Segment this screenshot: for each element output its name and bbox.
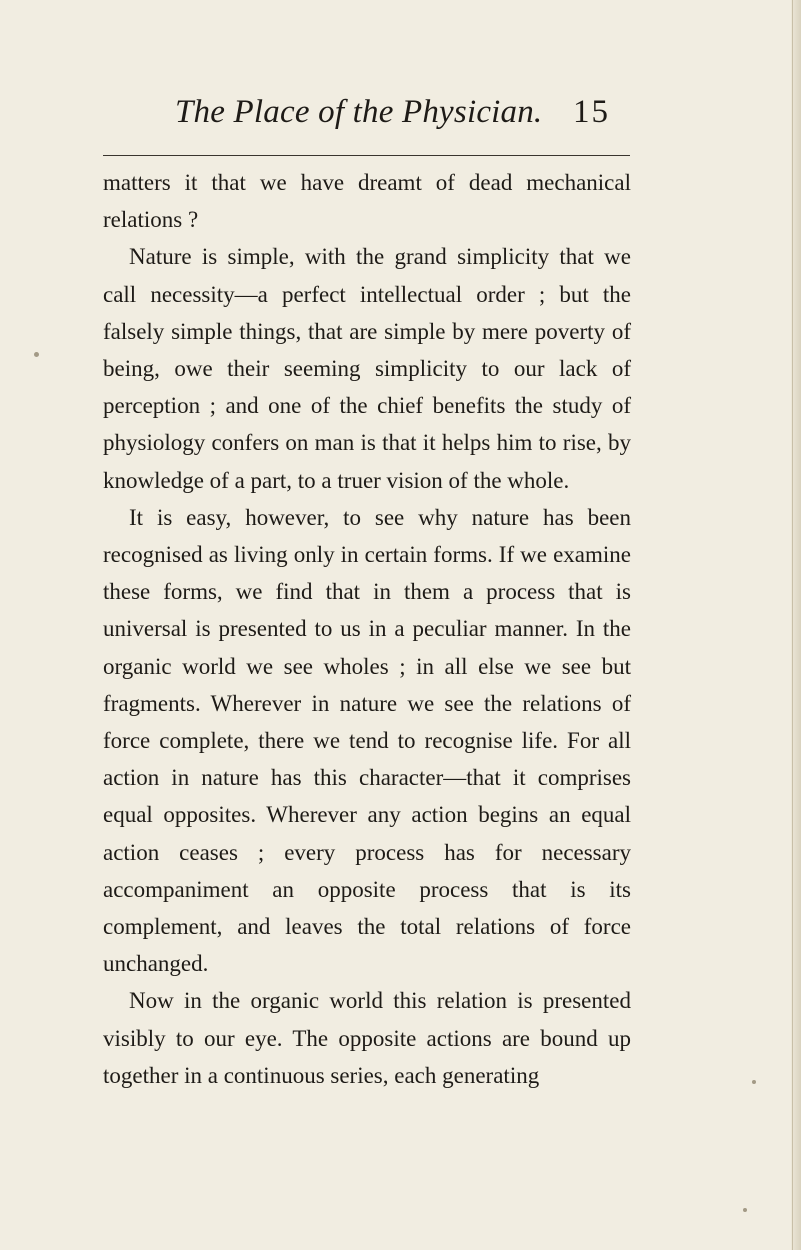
page-edge-line bbox=[792, 0, 793, 1250]
paragraph-3: It is easy, however, to see why nature has been recognised as living only in certain forms. If we examine these forms, we find that in them a process that is universal is presented to us in a peculiar manner. In the organic world we see wholes ; in all else we see but fragments. Wherever in nature we see the relations of force complete, there we tend to recognise life. For all action in nature has this character—that it comprises equal opposites. Wherever any action begins an equal action ceases ; every process has for necessary accompaniment an opposite process that is its complement, and leaves the total relations of force unchanged. bbox=[103, 504, 631, 977]
paragraph-2: Nature is simple, with the grand simplicity that we call necessity—a perfect intellectual order ; but the falsely simple things, that are simple by mere poverty of being, owe their seeming simplicity to our lack of perception ; and one of the chief benefits the study of physiology confers on man is that it helps him to rise, by knowledge of a part, to a truer vision of the whole. bbox=[103, 244, 631, 493]
paragraph-4: Now in the organic world this relation is presented visibly to our eye. The opposite actions are bound up together in a continuous series, each generating bbox=[103, 988, 631, 1088]
paper-speck bbox=[743, 1208, 747, 1212]
header-rule bbox=[103, 155, 630, 156]
running-head-title: The Place of the Physician. bbox=[175, 94, 543, 130]
paper-speck bbox=[752, 1080, 756, 1084]
page-number: 15 bbox=[573, 94, 610, 130]
paragraph-1: matters it that we have dreamt of dead mechanical relations ? bbox=[103, 170, 631, 233]
body-text bbox=[103, 164, 631, 1094]
paper-speck bbox=[34, 352, 39, 357]
running-head bbox=[175, 92, 625, 142]
